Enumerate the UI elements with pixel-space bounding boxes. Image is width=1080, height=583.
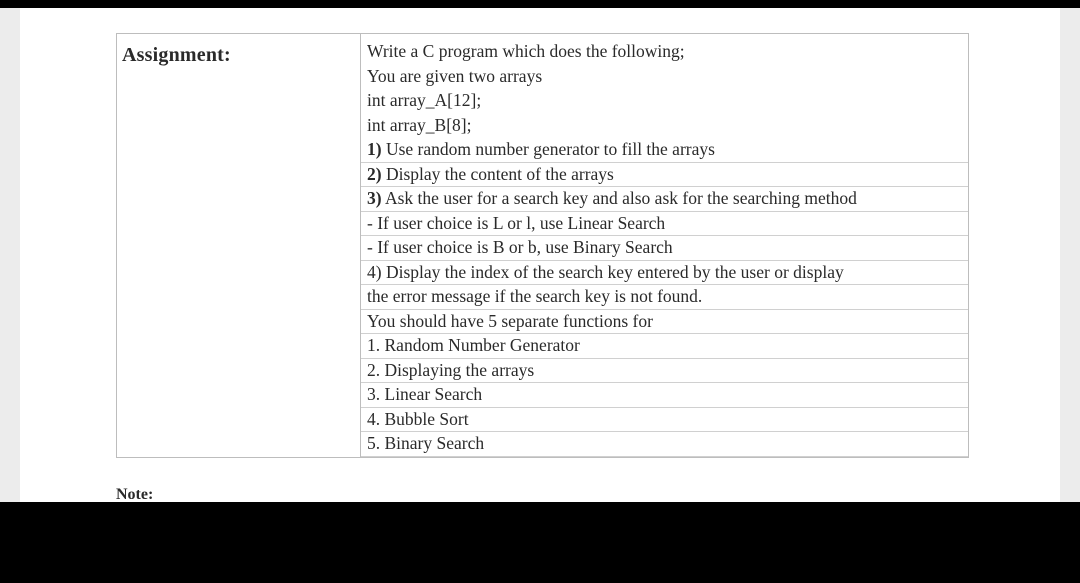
line-text: Write a C program which does the following; [367, 41, 685, 61]
page-right-margin [1060, 8, 1080, 502]
assignment-lines [361, 34, 968, 457]
assignment-line [361, 285, 968, 310]
line-text: - If user choice is B or b, use Binary Search [367, 237, 673, 257]
assignment-label: Assignment: [122, 44, 231, 66]
assignment-content-cell [361, 34, 969, 458]
line-text: 3. Linear Search [367, 384, 483, 404]
note-label: Note: [116, 486, 154, 502]
assignment-line [361, 114, 968, 139]
line-text: Use random number generator to fill the arrays [381, 139, 715, 159]
assignment-line [361, 236, 968, 261]
line-text: 5. Binary Search [367, 433, 485, 453]
page-left-margin [0, 8, 20, 502]
assignment-line [361, 408, 968, 433]
line-text: 4) Display the index of the search key entered by the user or display [367, 261, 844, 282]
step-number: 1) [367, 139, 382, 159]
assignment-line [361, 261, 968, 286]
line-text: Display the content of the arrays [381, 163, 614, 184]
step-number: 2) [367, 163, 382, 184]
line-text: Ask the user for a search key and also ask for the searching method [381, 188, 857, 208]
assignment-line [361, 212, 968, 237]
line-text: the error message if the search key is not found. [367, 286, 703, 306]
assignment-line [361, 89, 968, 114]
assignment-line [361, 65, 968, 90]
line-text: You are given two arrays [367, 65, 543, 86]
line-text: 1. Random Number Generator [367, 335, 580, 355]
assignment-row [117, 34, 969, 458]
line-text: 4. Bubble Sort [367, 408, 469, 429]
assignment-line [361, 187, 968, 212]
assignment-line [361, 383, 968, 408]
assignment-line [361, 432, 968, 457]
line-text: int array_A[12]; [367, 90, 482, 110]
assignment-line [361, 163, 968, 188]
assignment-line [361, 34, 968, 65]
assignment-line [361, 359, 968, 384]
assignment-line [361, 310, 968, 335]
assignment-label-cell [117, 34, 361, 458]
document-page [0, 8, 1080, 502]
line-text: - If user choice is L or l, use Linear Search [367, 212, 666, 233]
line-text: You should have 5 separate functions for [367, 310, 653, 331]
assignment-line [361, 334, 968, 359]
step-number: 3) [367, 188, 382, 208]
line-text: int array_B[8]; [367, 114, 472, 135]
assignment-line [361, 138, 968, 163]
assignment-table [116, 33, 969, 458]
bottom-black-band [0, 502, 1080, 583]
line-text: 2. Displaying the arrays [367, 359, 535, 380]
